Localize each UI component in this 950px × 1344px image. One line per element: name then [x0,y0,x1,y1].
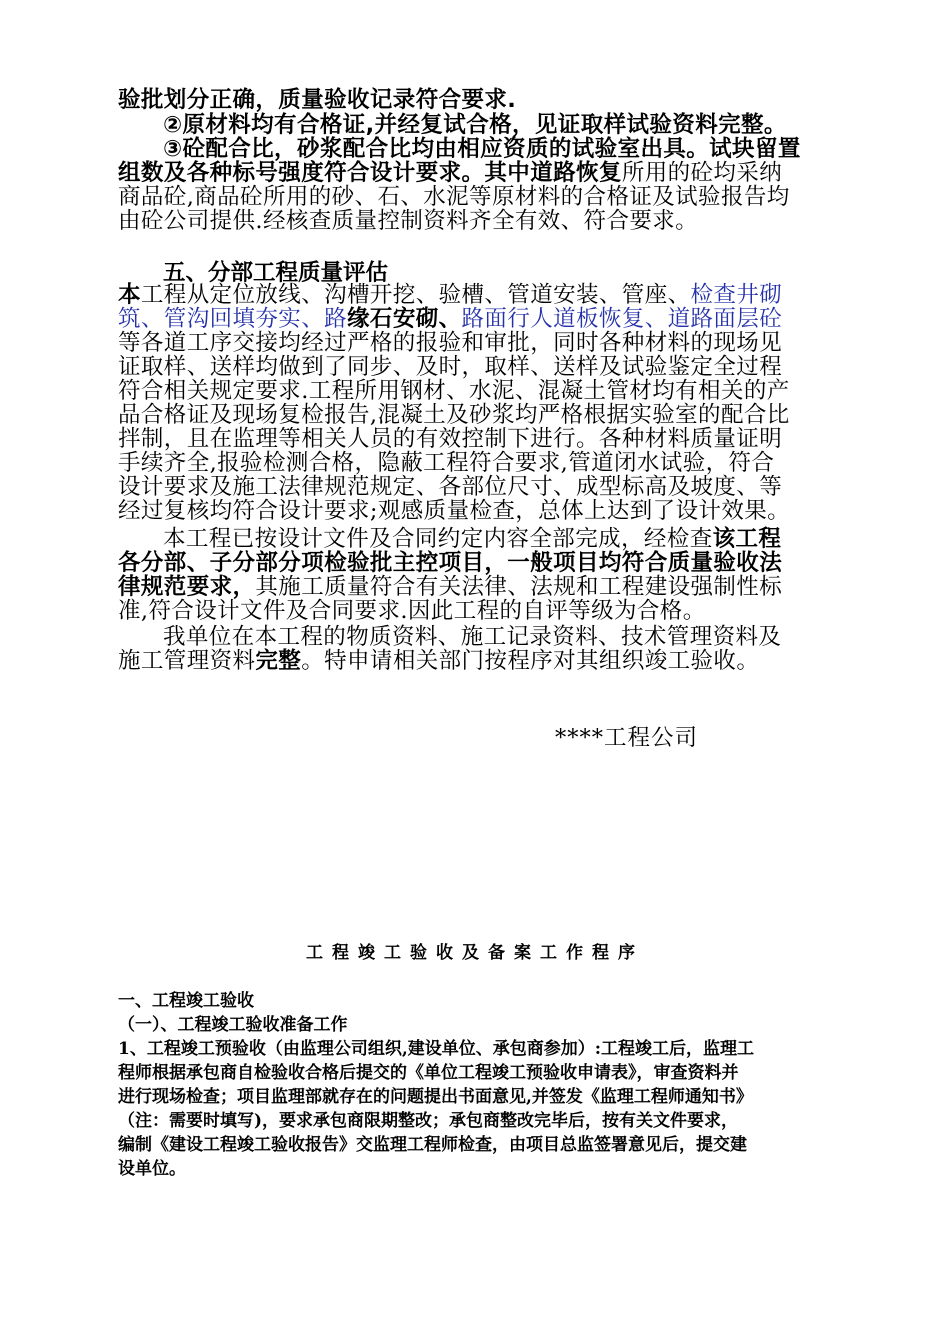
text-line: 程师根据承包商自检验收合格后提交的《单位工程竣工预验收申请表》，审查资料并 [118,1063,739,1083]
text-span: 筑、管沟回填夯实、路 [118,306,348,332]
text-line: 设单位。 [118,1159,186,1179]
text-span: 组数及各种标号强度符合设计要求。其中道路恢复 [118,160,622,186]
text-span: 、 [438,306,462,332]
text-span: 所用的砼均采纳 [621,160,783,186]
text-span: 拌制，且在监理等相关人员的有效控制下进行。各种材料质量证明 [118,426,783,452]
text-span: 工程从定位放线、沟槽开挖、验槽、管道安装、管座、 [140,282,691,308]
text-line [118,426,782,452]
text-span: ②原材料均有合格证,并经复试合格，见证取样试验资料完整。 [163,112,787,138]
text-line [118,87,516,113]
text-span: 等各道工序交接均经过严格的报验和审批，同时各种材料的现场见 [118,330,783,356]
text-span: 本工程已按设计文件及合同约定内容全部完成，经检查 [163,526,713,552]
text-line [118,330,782,356]
text-span: 商品砼,商品砼所用的砂、石、水泥等原材料的合格证及试验报告均 [118,184,790,210]
text-span: 由砼公司提供.经核查质量控制资料齐全有效、符合要求。 [118,208,699,234]
company-signature: ****工程公司 [555,725,699,751]
text-line [118,378,790,404]
text-span: 该工程 [712,526,782,552]
text-span: 完整 [255,648,302,674]
text-line [118,574,782,600]
text-line [118,450,774,476]
text-line [118,498,790,524]
text-line [118,598,706,624]
text-span: 设计要求及施工法律规范规定、各部位尺寸、成型标高及坡度、等 [118,474,783,500]
text-line: 编制《建设工程竣工验收报告》交监理工程师检查，由项目总监签署意见后，提交建 [118,1135,747,1155]
text-line [118,306,782,332]
text-line: （注：需要时填写)，要求承包商限期整改；承包商整改完毕后，按有关文件要求， [118,1111,739,1131]
text-span: 验批划分正确，质量验收记录符合要求. [118,87,517,113]
text-span: 缘石安砌 [347,306,439,332]
subsection-heading: （一）、工程竣工验收准备工作 [118,1015,348,1035]
text-line [163,112,787,138]
text-line [118,354,782,380]
text-line [163,136,801,162]
text-span: 证取样、送样均做到了同步、及时，取样、送样及试验鉴定全过程 [118,354,783,380]
text-span: 路面行人道板恢复、道路面层砼 [461,306,783,332]
text-span: 各分部、子分部分项检验批主控项目，一般项目均符合质量验收法 [118,550,783,576]
text-line [118,282,782,308]
document-title: 工程竣工验收及备案工作程序 [306,943,644,963]
text-span: 律规范要求， [118,574,256,600]
text-span: 检查井砌 [690,282,783,308]
text-span: 本 [118,282,141,308]
text-span: 符合相关规定要求.工程所用钢材、水泥、混凝土管材均有相关的产 [118,378,790,404]
text-line [163,526,781,552]
text-line [118,474,782,500]
text-span: 施工管理资料 [118,648,256,674]
text-line [118,402,790,428]
text-span: 我单位在本工程的物质资料、施工记录资料、技术管理资料及 [163,624,782,650]
text-span: 手续齐全,报验检测合格，隐蔽工程符合要求,管道闭水试验，符合 [118,450,775,476]
text-span: 经过复核均符合设计要求;观感质量检查，总体上达到了设计效果。 [118,498,791,524]
text-line: 进行现场检查；项目监理部就存在的问题提出书面意见,并签发《监理工程师通知书》 [118,1087,753,1107]
text-line [118,184,790,210]
text-line [118,648,759,674]
section-heading: 五、分部工程质量评估 [163,260,389,286]
text-line: 1、工程竣工预验收（由监理公司组织,建设单位、承包商参加）:工程竣工后，监理工 [118,1039,755,1059]
text-line [118,160,782,186]
text-span: 准,符合设计文件及合同要求.因此工程的自评等级为合格。 [118,598,706,624]
text-span: 其施工质量符合有关法律、法规和工程建设强制性标 [255,574,783,600]
section-heading: 一、工程竣工验收 [118,991,254,1011]
text-span: 。特申请相关部门按程序对其组织竣工验收。 [301,648,760,674]
text-span: 品合格证及现场复检报告,混凝土及砂浆均严格根据实验室的配合比 [118,402,790,428]
text-line [118,550,782,576]
text-span: ③砼配合比，砂浆配合比均由相应资质的试验室出具。试块留置 [163,136,801,162]
text-line [163,624,781,650]
text-line [118,208,698,234]
